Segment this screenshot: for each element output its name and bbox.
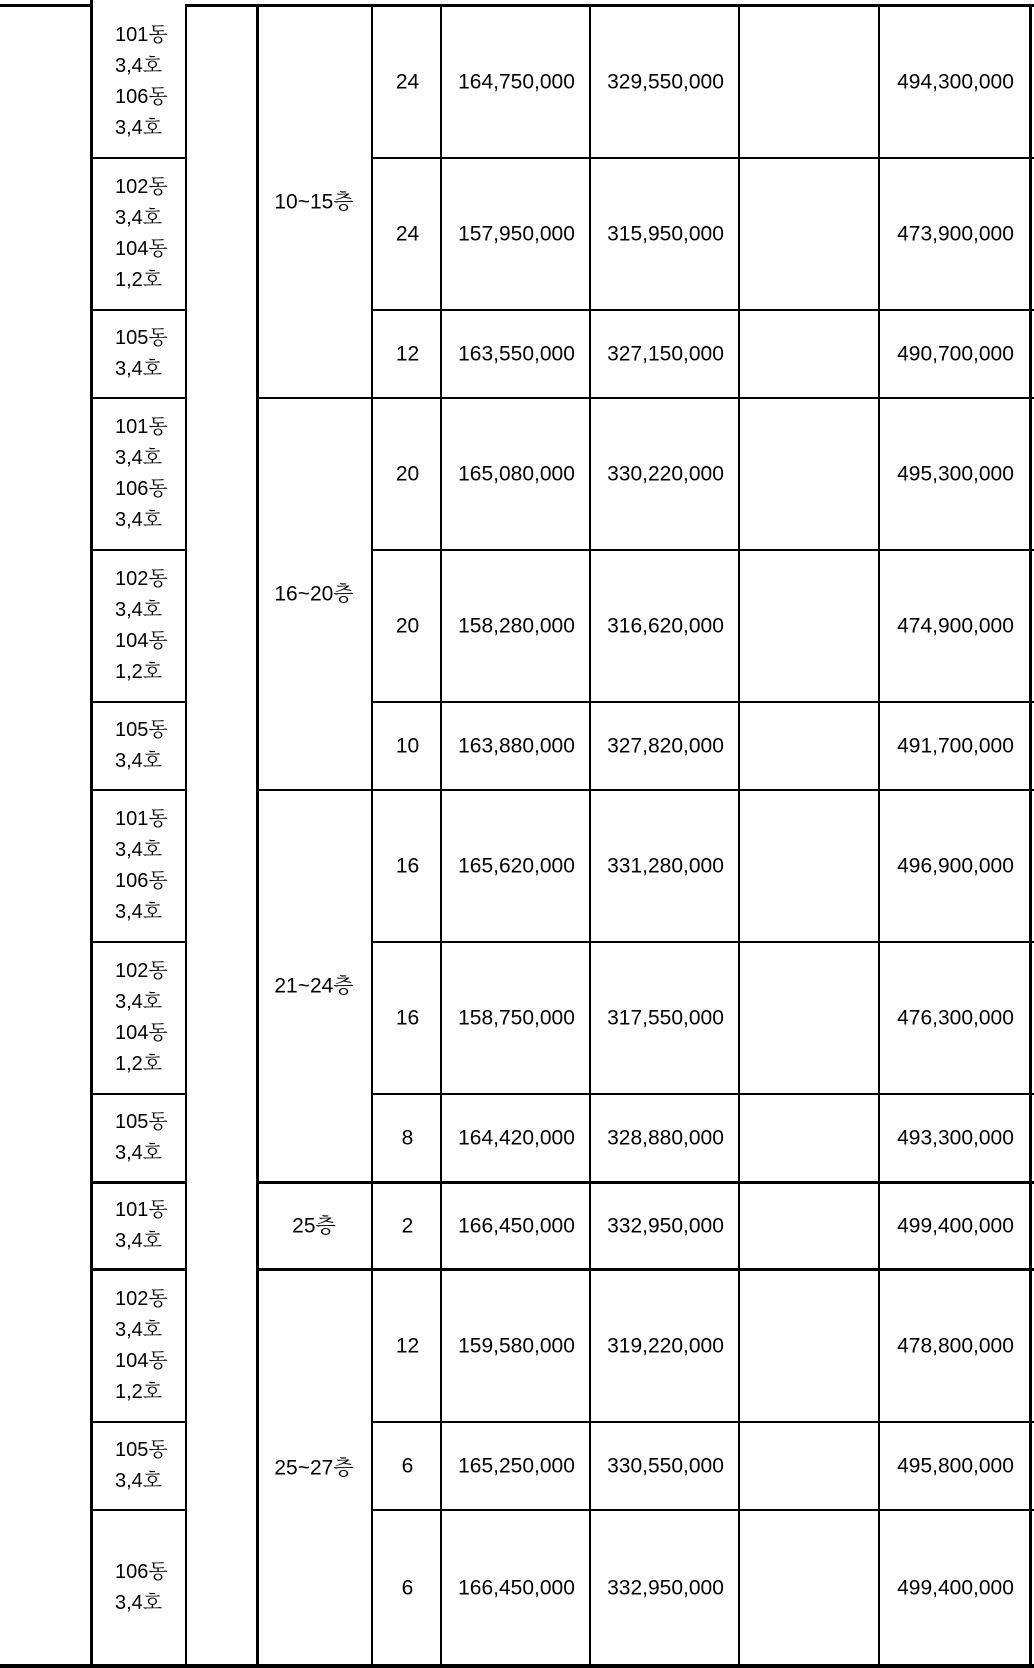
count-cell: 8: [401, 1126, 414, 1150]
building-cell: 329,550,000: [607, 70, 724, 94]
unit-cell: [115, 1195, 168, 1257]
col-border-3: [256, 4, 259, 1668]
land-cell: 165,080,000: [458, 462, 575, 486]
data-row-border: [371, 941, 1034, 943]
floor-group-border: [256, 1181, 1034, 1184]
unit-line: 101동: [115, 24, 168, 46]
top-border-left: [0, 4, 92, 7]
count-cell: 6: [401, 1454, 414, 1478]
floor-group-label: 16~20층: [274, 582, 354, 606]
building-cell: 332,950,000: [607, 1576, 724, 1599]
col-border-5: [440, 4, 442, 1668]
count-cell: 24: [395, 222, 420, 246]
count-cell: 16: [395, 1006, 420, 1030]
floor-group-label: 25~27층: [274, 1456, 354, 1480]
floor-group-border: [256, 1268, 1034, 1271]
unit-row-border: [90, 397, 187, 399]
count-cell: 10: [395, 734, 420, 758]
unit-line: 101동: [115, 1199, 168, 1221]
building-cell: 331,280,000: [607, 854, 724, 878]
unit-line: 1,2호: [115, 1381, 163, 1403]
unit-cell: [115, 412, 168, 536]
unit-line: 105동: [115, 1111, 168, 1133]
count-cell: 16: [395, 854, 420, 878]
unit-cell: [115, 20, 168, 144]
unit-line: 3,4호: [115, 901, 163, 923]
unit-line: 3,4호: [115, 599, 163, 621]
col-border-9: [1029, 4, 1032, 1668]
total-cell: 493,300,000: [897, 1126, 1014, 1150]
total-cell: 476,300,000: [897, 1006, 1014, 1030]
unit-line: 104동: [115, 630, 168, 652]
data-row-border: [371, 789, 1034, 791]
land-cell: 164,750,000: [458, 70, 575, 94]
building-cell: 328,880,000: [607, 1126, 724, 1150]
unit-line: 106동: [115, 1560, 168, 1583]
land-cell: 157,950,000: [458, 222, 575, 246]
unit-row-border: [90, 1421, 187, 1423]
unit-row-border: [90, 309, 187, 311]
land-cell: 163,550,000: [458, 342, 575, 366]
unit-line: 104동: [115, 1022, 168, 1044]
unit-line: 105동: [115, 327, 168, 349]
unit-line: 3,4호: [115, 358, 163, 380]
unit-cell: [115, 1557, 168, 1619]
unit-cell: [115, 956, 168, 1080]
unit-cell: [115, 804, 168, 928]
unit-line: 102동: [115, 1288, 168, 1310]
unit-line: 3,4호: [115, 1591, 163, 1614]
col-border-4: [371, 4, 373, 1668]
unit-line: 104동: [115, 238, 168, 260]
floor-group-border: [256, 397, 373, 399]
unit-row-border: [90, 549, 187, 551]
unit-cell: [115, 323, 168, 385]
land-cell: 164,420,000: [458, 1126, 575, 1150]
unit-line: 106동: [115, 870, 168, 892]
unit-line: 102동: [115, 568, 168, 590]
building-cell: 319,220,000: [607, 1334, 724, 1358]
floor-group-label: 25층: [292, 1214, 336, 1238]
building-cell: 317,550,000: [607, 1006, 724, 1030]
unit-row-border: [90, 1509, 187, 1511]
unit-line: 3,4호: [115, 117, 163, 139]
total-cell: 478,800,000: [897, 1334, 1014, 1358]
unit-line: 3,4호: [115, 1470, 163, 1492]
total-cell: 496,900,000: [897, 854, 1014, 878]
unit-row-border: [90, 1181, 187, 1184]
total-cell: 495,800,000: [897, 1454, 1014, 1478]
building-cell: 330,220,000: [607, 462, 724, 486]
data-row-border: [371, 701, 1034, 703]
land-cell: 166,450,000: [458, 1214, 575, 1238]
total-cell: 495,300,000: [897, 462, 1014, 486]
unit-line: 101동: [115, 808, 168, 830]
unit-row-border: [90, 157, 187, 159]
land-cell: 158,280,000: [458, 614, 575, 638]
count-cell: 12: [395, 342, 420, 366]
count-cell: 6: [401, 1576, 414, 1599]
unit-cell: [115, 1107, 168, 1169]
total-cell: 494,300,000: [897, 70, 1014, 94]
data-row-border: [371, 309, 1034, 311]
unit-line: 3,4호: [115, 447, 163, 469]
total-cell: 499,400,000: [897, 1576, 1014, 1599]
floor-group-label: 10~15층: [274, 190, 354, 214]
building-cell: 316,620,000: [607, 614, 724, 638]
building-cell: 332,950,000: [607, 1214, 724, 1238]
total-cell: 491,700,000: [897, 734, 1014, 758]
land-cell: 166,450,000: [458, 1576, 575, 1599]
unit-row-border: [90, 1093, 187, 1095]
floor-group-label: 21~24층: [274, 974, 354, 998]
count-cell: 24: [395, 70, 420, 94]
land-cell: 165,620,000: [458, 854, 575, 878]
unit-line: 1,2호: [115, 1053, 163, 1075]
col-border-2: [185, 4, 187, 1668]
data-row-border: [371, 1421, 1034, 1423]
building-cell: 327,150,000: [607, 342, 724, 366]
unit-row-border: [90, 941, 187, 943]
unit-line: 102동: [115, 176, 168, 198]
unit-line: 3,4호: [115, 750, 163, 772]
data-row-border: [371, 1093, 1034, 1095]
unit-line: 3,4호: [115, 55, 163, 77]
unit-line: 3,4호: [115, 1142, 163, 1164]
unit-cell: [115, 172, 168, 296]
data-row-border: [371, 1509, 1034, 1511]
unit-line: 104동: [115, 1350, 168, 1372]
unit-row-border: [90, 789, 187, 791]
unit-line: 106동: [115, 86, 168, 108]
floor-group-border: [256, 789, 373, 791]
unit-row-border: [90, 701, 187, 703]
unit-line: 3,4호: [115, 991, 163, 1013]
unit-cell: [115, 564, 168, 688]
unit-cell: [115, 1284, 168, 1408]
bottom-border: [0, 1664, 1034, 1668]
unit-line: 3,4호: [115, 1319, 163, 1341]
data-row-border: [371, 157, 1034, 159]
top-border-right: [185, 4, 1034, 7]
count-cell: 20: [395, 614, 420, 638]
land-cell: 158,750,000: [458, 1006, 575, 1030]
unit-line: 3,4호: [115, 1230, 163, 1252]
building-cell: 330,550,000: [607, 1454, 724, 1478]
unit-line: 1,2호: [115, 269, 163, 291]
unit-cell: [115, 1435, 168, 1497]
total-cell: 499,400,000: [897, 1214, 1014, 1238]
count-cell: 20: [395, 462, 420, 486]
building-cell: 315,950,000: [607, 222, 724, 246]
building-cell: 327,820,000: [607, 734, 724, 758]
unit-row-border: [90, 1268, 187, 1271]
count-cell: 2: [401, 1214, 414, 1238]
unit-cell: [115, 715, 168, 777]
unit-line: 1,2호: [115, 661, 163, 683]
total-cell: 473,900,000: [897, 222, 1014, 246]
land-cell: 159,580,000: [458, 1334, 575, 1358]
data-row-border: [371, 549, 1034, 551]
unit-line: 105동: [115, 719, 168, 741]
total-cell: 474,900,000: [897, 614, 1014, 638]
unit-line: 106동: [115, 478, 168, 500]
unit-line: 3,4호: [115, 839, 163, 861]
data-row-border: [371, 397, 1034, 399]
col-border-7: [738, 4, 740, 1668]
total-cell: 490,700,000: [897, 342, 1014, 366]
unit-line: 102동: [115, 960, 168, 982]
count-cell: 12: [395, 1334, 420, 1358]
unit-line: 3,4호: [115, 509, 163, 531]
col-border-6: [589, 4, 591, 1668]
unit-line: 101동: [115, 416, 168, 438]
col-border-8: [878, 4, 880, 1668]
unit-line: 3,4호: [115, 207, 163, 229]
land-cell: 165,250,000: [458, 1454, 575, 1478]
land-cell: 163,880,000: [458, 734, 575, 758]
unit-line: 105동: [115, 1439, 168, 1461]
col-border-1: [90, 0, 93, 1668]
